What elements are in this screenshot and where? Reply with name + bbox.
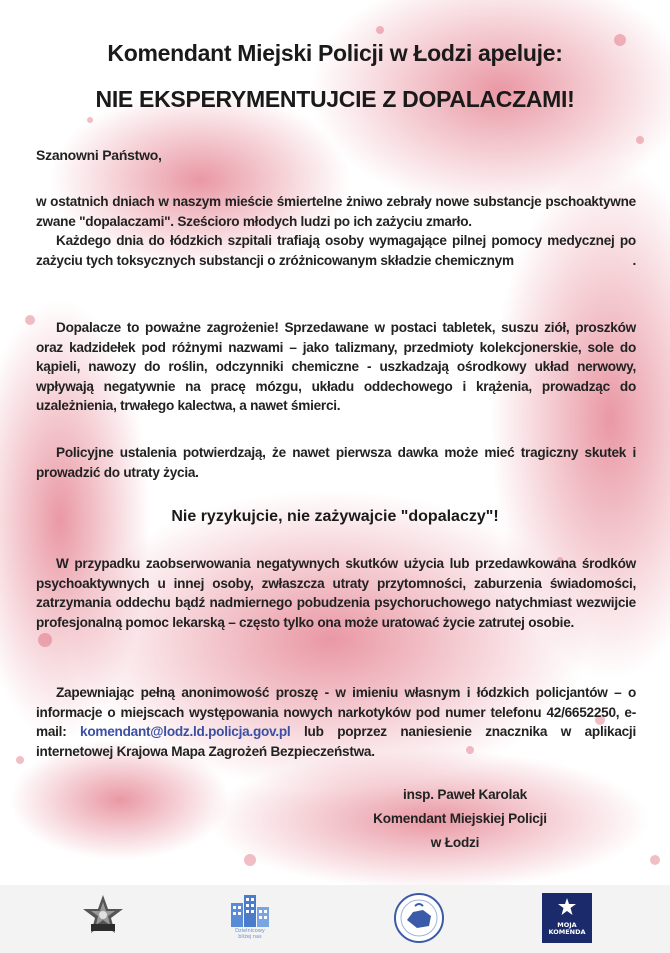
- paragraph-1b-end: .: [632, 252, 636, 268]
- signature-city: w Łodzi: [430, 835, 480, 850]
- dzielnicowy-caption: [227, 929, 273, 940]
- page-headline: NIE EKSPERYMENTUJCIE Z DOPALACZAMI!: [95, 86, 575, 112]
- signature-name: insp. Paweł Karolak: [403, 787, 527, 802]
- paragraph-1: [36, 192, 636, 270]
- page-title: Komendant Miejski Policji w Łodzi apeluje:: [107, 40, 563, 66]
- signature-role: Komendant Miejskiej Policji: [373, 811, 547, 826]
- moja-komenda-label: [542, 922, 592, 936]
- email-link[interactable]: komendant@lodz.ld.policja.gov.pl: [80, 724, 291, 739]
- moja-line-2: KOMENDA: [548, 928, 586, 936]
- greeting: Szanowni Państwo,: [36, 147, 162, 163]
- moja-komenda-logo: [542, 893, 592, 943]
- paragraph-2: Dopalacze to poważne zagrożenie! Sprzedawane w postaci tabletek, suszu ziół, proszków oraz kadzidełek pod różnymi nazwami – jako talizmany, przedmioty kolekcjonerskie, sole do kąpieli, nawozy do roślin, odczynniki chemiczne - uszkadzają ośrodkowy układ nerwowy, wpływają negatywnie na pracę mózgu, układu oddechowego i krążenia, prowadząc do uzależnienia, trwałego kalectwa, a nawet śmierci.: [36, 320, 636, 413]
- star-icon: [558, 898, 576, 916]
- paragraph-1b-text: Każdego dnia do łódzkich szpitali trafiają osoby wymagające pilnej pomocy medycznej po zażyciu tych toksycznych substancji o zróżnicowanym składzie chemicznym: [36, 233, 636, 268]
- paragraph-3: Policyjne ustalenia potwierdzają, że nawet pierwsza dawka może mieć tragiczny skutek i prowadzić do utraty życia.: [36, 445, 636, 480]
- buildings-icon: [227, 893, 273, 927]
- mapa-zagrozen-logo: [393, 892, 445, 944]
- paragraph-5-before: Zapewniając pełną anonimowość proszę - w imieniu własnym i łódzkich policjantów – o informacje o miejscach występowania nowych narkotyków pod numer telefonu 42/6652250, e-mail:: [36, 685, 636, 739]
- moja-line-1: MOJA: [557, 921, 577, 929]
- caption-line-1: Dzielnicowy: [235, 928, 265, 934]
- police-star-logo: [80, 893, 126, 941]
- paragraph-4: W przypadku zaobserwowania negatywnych skutków użycia lub przedawkowana środków psychoaktywnych u innej osoby, zwłaszcza utraty przytomności, zaburzenia świadomości, zatrzymania oddechu bądź nadmiernego pobudzenia psychoruchowego natychmiast wezwijcie profesjonalną pomoc lekarską – często tylko ona może uratować życie zatrutej osobie.: [36, 556, 636, 630]
- slogan: Nie ryzykujcie, nie zażywajcie "dopalaczy"!: [171, 508, 499, 525]
- paragraph-1b: [36, 231, 636, 270]
- footer-logo-bar: [0, 885, 670, 953]
- paragraph-5: [36, 683, 636, 761]
- paragraph-5-after: lub poprzez naniesienie znacznika w aplikacji internetowej Krajowa Mapa Zagrożeń Bezpieczeństwa.: [36, 724, 636, 759]
- dzielnicowy-logo: [227, 893, 273, 943]
- caption-line-2: bliżej nas: [238, 933, 262, 940]
- paragraph-1-text: w ostatnich dniach w naszym mieście śmiertelne żniwo zebrały nowe substancje pschoaktywne zwane "dopalaczami". Sześcioro młodych ludzi po ich zażyciu zmarło.: [36, 194, 636, 229]
